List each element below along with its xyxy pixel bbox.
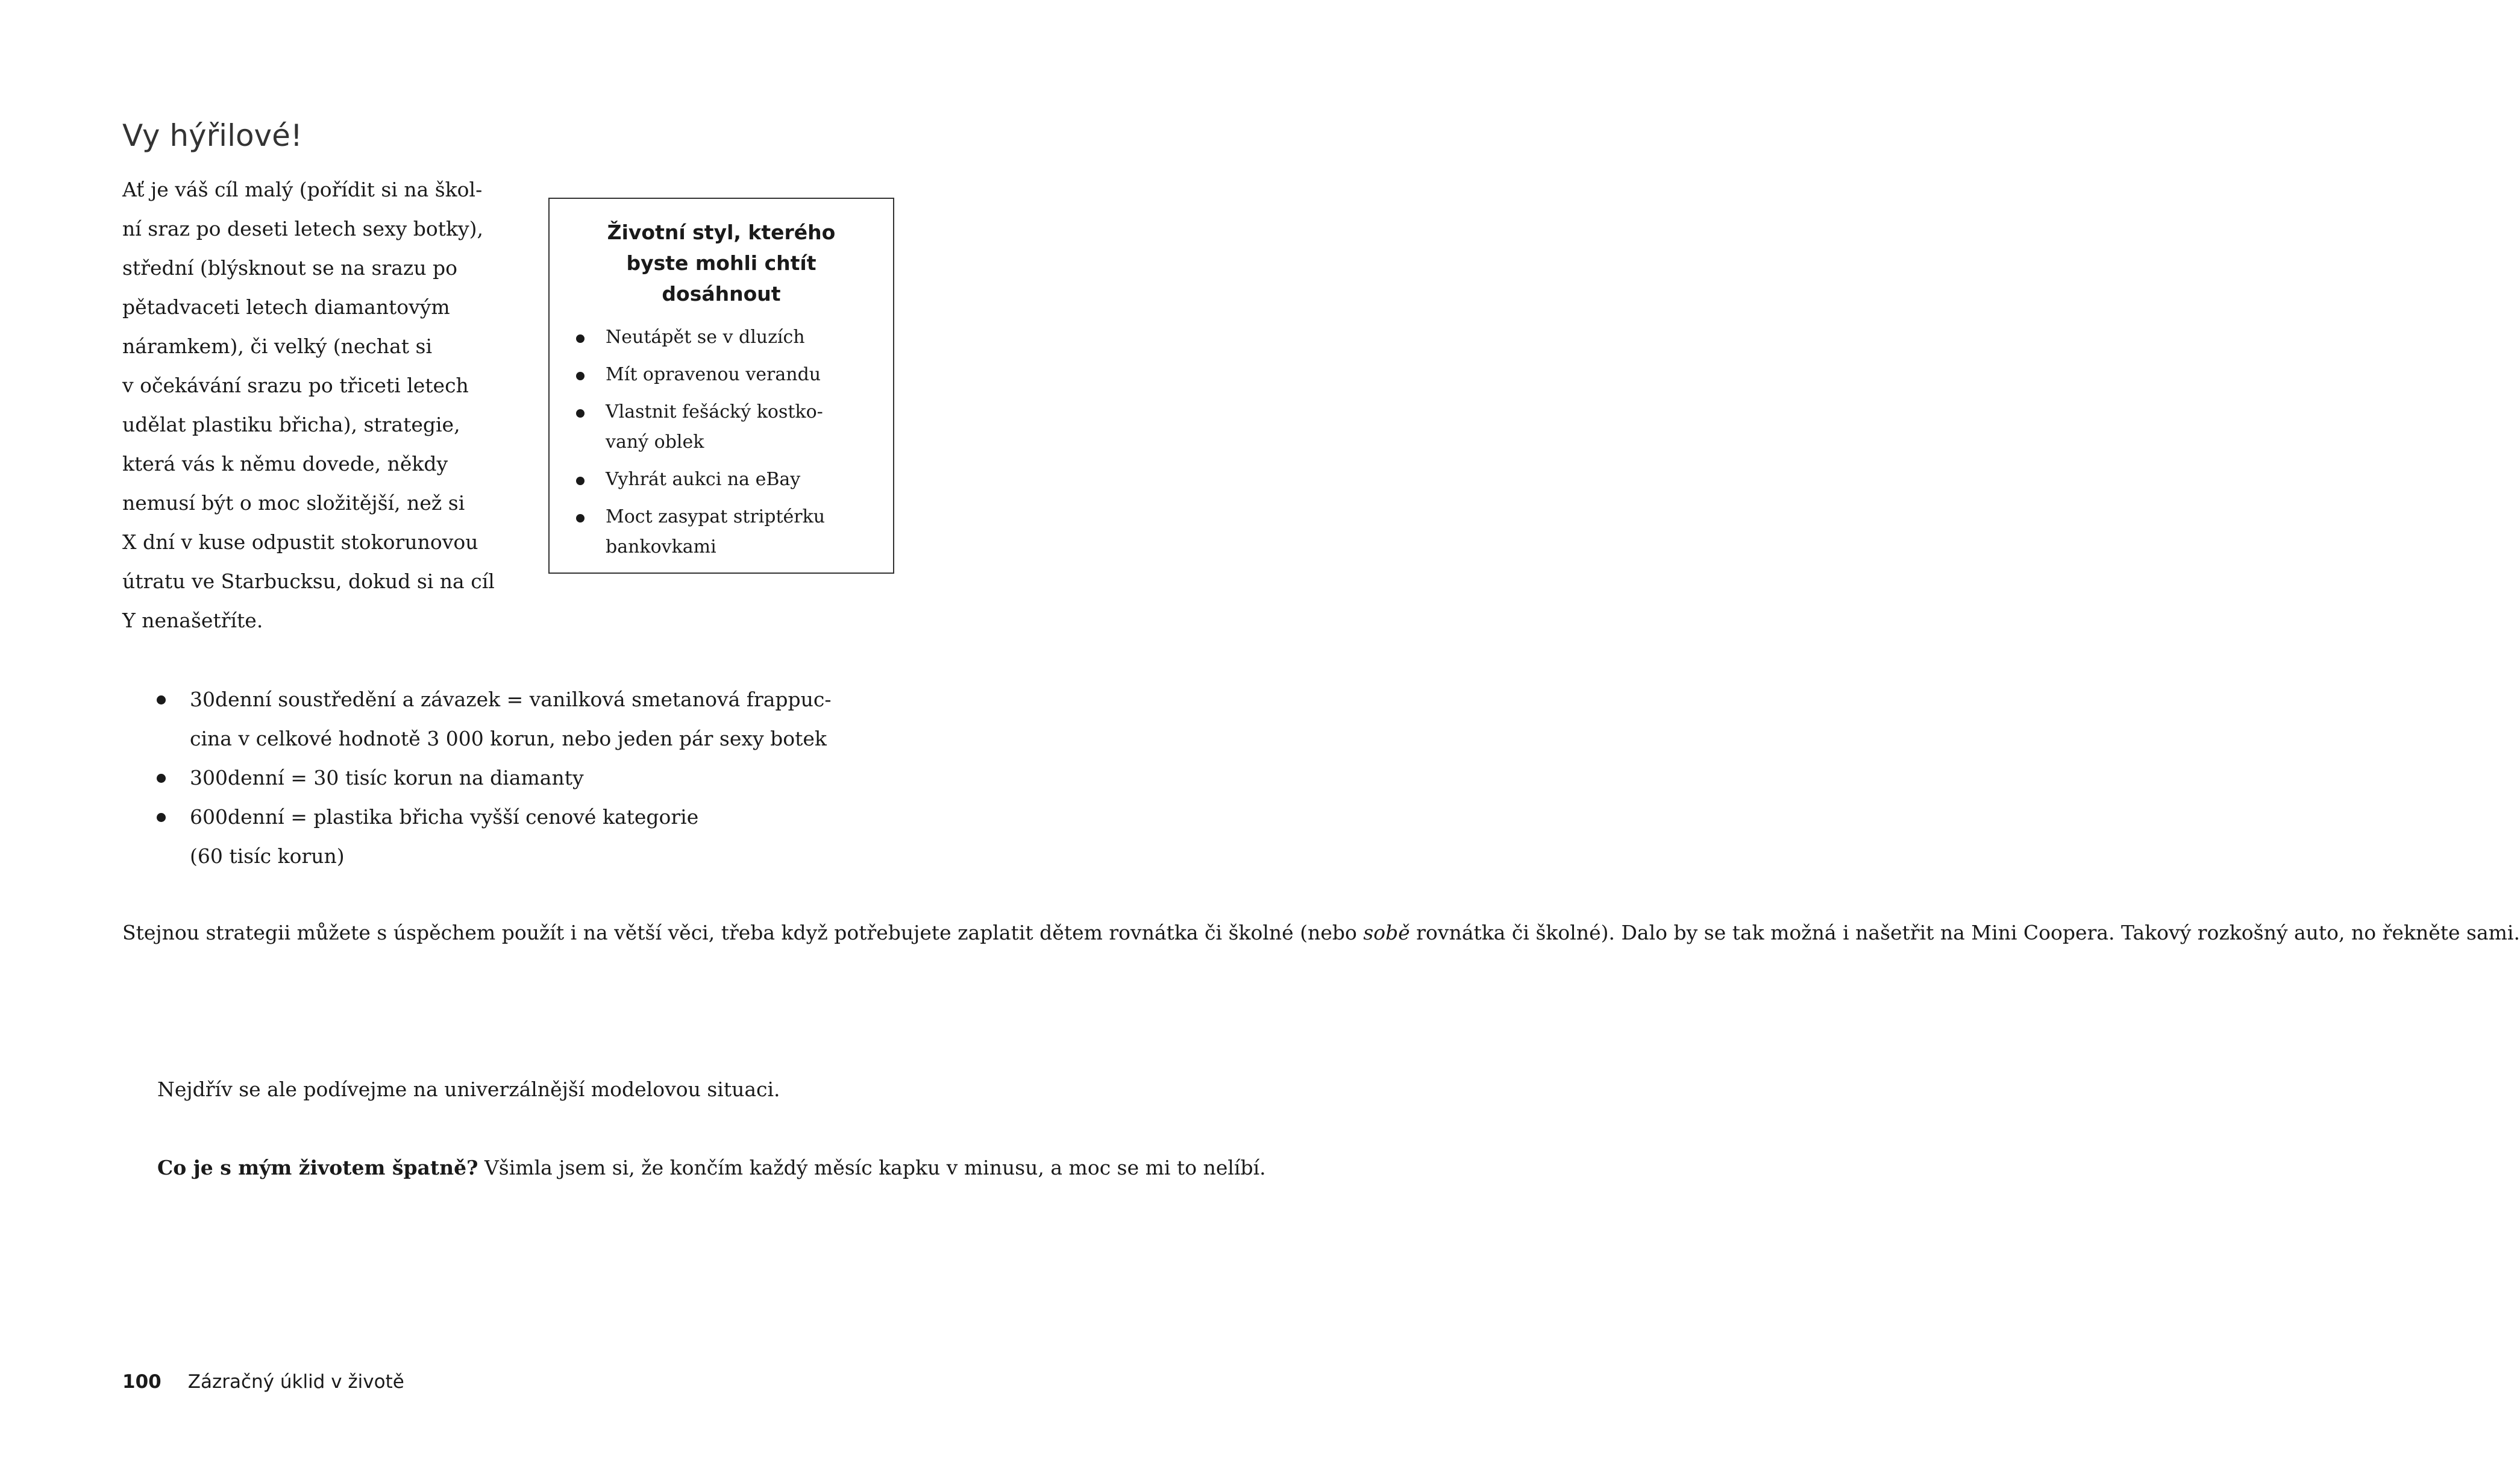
sidebar-title-line: byste mohli chtít — [626, 251, 816, 275]
sidebar-item-text — [606, 360, 821, 390]
bullet-icon — [576, 514, 585, 522]
question-line: měsíc kapku v minusu, a moc se mi to nelíbí. — [813, 1156, 1266, 1179]
bullet-icon — [576, 372, 585, 380]
intro-line: nemusí být o moc složitější, než si — [122, 491, 465, 515]
intro-line: X dní v kuse odpustit stokorunovou — [122, 530, 478, 554]
goal-line: cina v celkové hodnotě 3 000 korun, nebo jeden pár sexy botek — [190, 727, 827, 750]
sidebar-item-line: Vlastnit fešácký kostko- — [606, 401, 823, 422]
sidebar-title — [550, 217, 893, 309]
strategy-line — [834, 921, 1529, 944]
question-bold: Co je s mým životem špatně? — [157, 1156, 478, 1179]
strategy-line: školné). Dalo by se tak možná i našetřit na Mini Coopera. Takový — [1535, 921, 2192, 944]
question-text: Všimla jsem si, že končím každý — [478, 1156, 808, 1179]
strategy-line: rozkošný auto, no řekněte sami. — [2197, 921, 2520, 944]
intro-line: která vás k němu dovede, někdy — [122, 452, 448, 475]
goal-text — [190, 758, 584, 797]
sidebar-title-line: Životní styl, kterého — [607, 221, 836, 244]
bullet-icon — [576, 477, 585, 485]
sidebar-item-text — [606, 397, 823, 457]
goal-text — [190, 797, 698, 876]
strategy-paragraph — [122, 913, 2520, 952]
intro-line: náramkem), či velký (nechat si — [122, 334, 433, 358]
intro-line: udělat plastiku břicha), strategie, — [122, 413, 460, 436]
intro-line: Y nenašetříte. — [122, 609, 263, 632]
page-footer — [122, 1371, 404, 1393]
intro-paragraph — [122, 170, 495, 640]
strategy-text: potřebujete zaplatit dětem rovnátka či školné (nebo — [834, 921, 1364, 944]
book-title: Zázračný úklid v životě — [187, 1371, 404, 1393]
sidebar-item-line: bankovkami — [606, 536, 716, 557]
section-heading: Vy hýřilové! — [122, 118, 302, 153]
bullet-icon — [157, 774, 166, 783]
intro-line: pětadvaceti letech diamantovým — [122, 295, 450, 319]
sidebar-item-line: Moct zasypat striptérku — [606, 506, 826, 527]
lifestyle-sidebar-box — [548, 198, 894, 574]
question-line — [157, 1156, 807, 1179]
sidebar-item-text — [606, 502, 825, 562]
question-paragraph — [157, 1148, 1266, 1187]
strategy-line: Stejnou strategii můžete s úspěchem použít i na větší věci, třeba když — [122, 921, 828, 944]
strategy-text: rovnátka či — [1409, 921, 1529, 944]
bullet-icon — [576, 409, 585, 418]
goal-line: (60 tisíc korun) — [190, 844, 345, 868]
intro-line: v očekávání srazu po třiceti letech — [122, 374, 469, 397]
sidebar-item-line: Neutápět se v dluzích — [606, 327, 805, 348]
strategy-emphasis: sobě — [1363, 921, 1410, 944]
bullet-icon — [576, 334, 585, 343]
page-number: 100 — [122, 1371, 161, 1393]
intro-line: útratu ve Starbucksu, dokud si na cíl — [122, 569, 495, 593]
intro-line: ní sraz po deseti letech sexy botky), — [122, 217, 484, 240]
transition-paragraph: Nejdřív se ale podívejme na univerzálnější modelovou situaci. — [157, 1078, 780, 1101]
bullet-icon — [157, 813, 166, 822]
sidebar-item-line: Mít opravenou verandu — [606, 364, 821, 385]
bullet-icon — [157, 695, 166, 704]
goal-line: 30denní soustředění a závazek = vanilková smetanová frappuc- — [190, 688, 832, 711]
goal-line: 300denní = 30 tisíc korun na diamanty — [190, 766, 584, 789]
intro-line: střední (blýsknout se na srazu po — [122, 256, 458, 280]
sidebar-title-line: dosáhnout — [662, 282, 781, 306]
goal-text — [190, 680, 832, 758]
sidebar-item-text — [606, 465, 800, 495]
sidebar-item-line: vaný oblek — [606, 431, 704, 453]
intro-line: Ať je váš cíl malý (pořídit si na škol- — [122, 178, 483, 201]
sidebar-item-text — [606, 322, 805, 353]
sidebar-item-line: Vyhrát aukci na eBay — [606, 469, 801, 490]
goal-line: 600denní = plastika břicha vyšší cenové kategorie — [190, 805, 699, 829]
